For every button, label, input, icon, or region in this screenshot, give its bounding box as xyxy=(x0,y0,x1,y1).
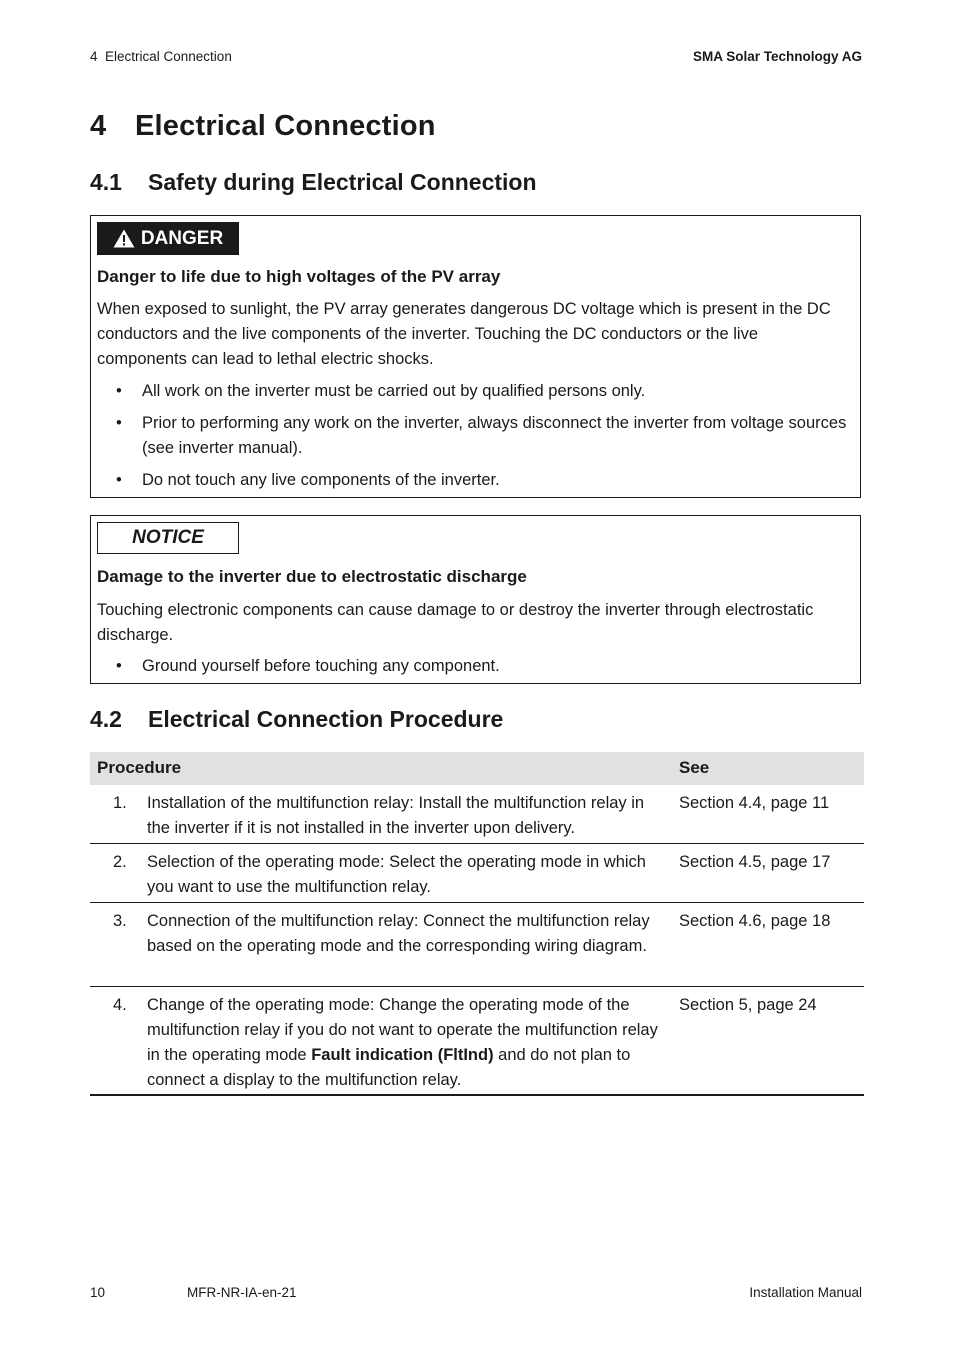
parameter-name: Fault indication (FltInd) xyxy=(311,1046,494,1064)
section-title: Safety during Electrical Connection xyxy=(148,169,537,195)
list-item-text: Prior to performing any work on the inverter, always disconnect the inverter from voltage sources (see inverter manual). xyxy=(142,414,847,457)
list-item-text: All work on the inverter must be carried out by qualified persons only. xyxy=(142,382,646,400)
section-title: Electrical Connection Procedure xyxy=(148,706,504,732)
list-item-text: Do not touch any live components of the inverter. xyxy=(142,471,500,489)
table-header-row xyxy=(90,752,864,785)
list-item: • Do not touch any live components of the inverter. xyxy=(116,471,500,489)
notice-text: Touching electronic components can cause damage to or destroy the inverter through electrostatic discharge. xyxy=(97,601,814,644)
list-item: • All work on the inverter must be carried out by qualified persons only. xyxy=(116,382,646,400)
warning-triangle-icon xyxy=(113,229,135,248)
danger-title: Danger to life due to high voltages of the PV array xyxy=(97,267,501,286)
step-text-after: and do not plan to connect a display to the multifunction relay. xyxy=(147,1046,631,1089)
section-heading-4-2 xyxy=(90,706,503,733)
chapter-heading xyxy=(90,110,436,143)
page-number: 10 xyxy=(90,1285,106,1300)
table-row xyxy=(90,903,864,987)
column-header-procedure: Procedure xyxy=(97,758,182,777)
step-reference: Section 5, page 24 xyxy=(679,996,817,1014)
step-description: Connection of the multifunction relay: Connect the multifunction relay based on the operating mode and the corresponding wiring diagram. xyxy=(147,912,650,955)
notice-box xyxy=(90,515,861,684)
danger-tag xyxy=(97,222,239,255)
step-reference: Section 4.4, page 11 xyxy=(679,794,830,812)
chapter-title: Electrical Connection xyxy=(135,110,436,142)
procedure-table xyxy=(90,752,864,1096)
document-id: MFR-NR-IA-en-21 xyxy=(187,1285,297,1300)
step-number: 1. xyxy=(113,794,127,812)
step-text-before: Change of the operating mode: Change the operating mode of the multifunction relay if you do not want to operate the multifunction relay in the operating mode xyxy=(147,996,658,1064)
danger-text: When exposed to sunlight, the PV array generates dangerous DC voltage which is present in the DC conductors and the live components of the inverter. Touching the DC conductors or the live components can lead to lethal electric shocks. xyxy=(97,300,831,368)
table-row xyxy=(90,844,864,903)
step-number: 3. xyxy=(113,912,127,930)
document-type: Installation Manual xyxy=(749,1285,862,1300)
section-heading-4-1 xyxy=(90,169,537,196)
notice-title: Damage to the inverter due to electrostatic discharge xyxy=(97,567,527,586)
step-reference: Section 4.6, page 18 xyxy=(679,912,831,930)
chapter-number: 4 xyxy=(90,110,107,142)
step-number: 2. xyxy=(113,853,127,871)
step-description xyxy=(147,993,667,1093)
step-number: 4. xyxy=(113,996,127,1014)
running-header-section: 4 Electrical Connection xyxy=(90,49,232,64)
table-row xyxy=(90,785,864,844)
danger-tag-label: DANGER xyxy=(140,227,224,249)
section-number: 4.2 xyxy=(90,706,122,732)
list-item: • Prior to performing any work on the inverter, always disconnect the inverter from voltage sources (see inverter manual). xyxy=(116,414,847,457)
notice-tag: NOTICE xyxy=(97,522,239,554)
danger-box xyxy=(90,215,861,498)
step-description: Selection of the operating mode: Select the operating mode in which you want to use the multifunction relay. xyxy=(147,853,646,896)
list-item-text: Ground yourself before touching any component. xyxy=(142,657,500,675)
section-number: 4.1 xyxy=(90,169,122,195)
table-row xyxy=(90,987,864,1096)
step-reference: Section 4.5, page 17 xyxy=(679,853,831,871)
step-description: Installation of the multifunction relay: Install the multifunction relay in the inverter if it is not installed in the inverter upon delivery. xyxy=(147,794,645,837)
list-item: • Ground yourself before touching any component. xyxy=(116,657,500,675)
column-header-see: See xyxy=(679,758,710,777)
running-header-company: SMA Solar Technology AG xyxy=(692,49,862,64)
